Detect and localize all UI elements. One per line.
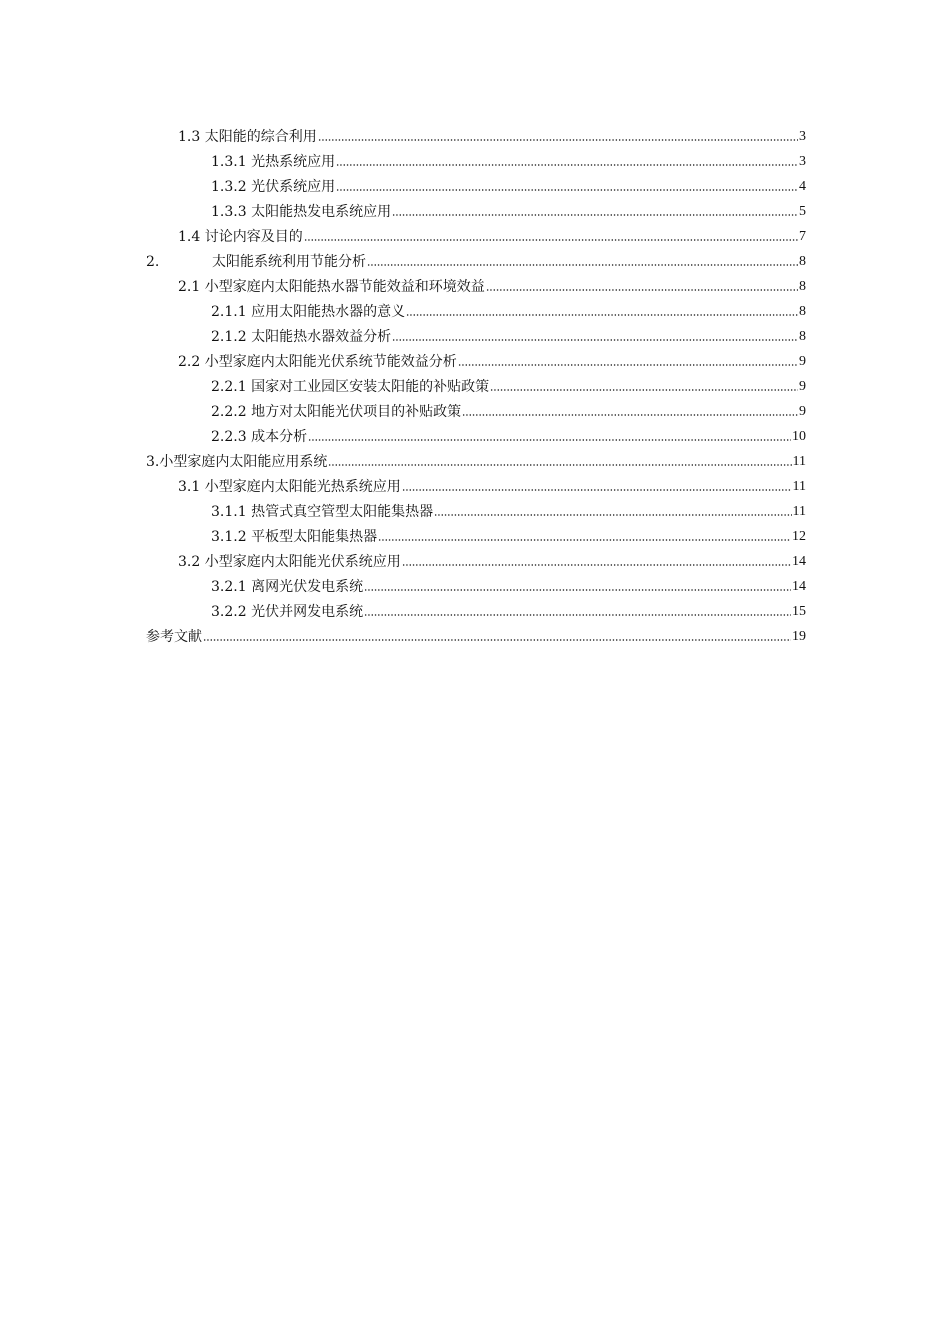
toc-dot-leader xyxy=(402,488,792,492)
toc-entry-title xyxy=(211,403,461,421)
toc-entry[interactable] xyxy=(146,249,806,271)
toc-entry-number: 3.2 xyxy=(178,554,201,570)
toc-dot-leader xyxy=(406,313,798,317)
toc-dot-leader xyxy=(336,163,798,167)
toc-dot-leader xyxy=(486,288,798,292)
toc-entry-number: 3.2.1 xyxy=(211,579,247,595)
toc-page-number: 8 xyxy=(799,279,806,294)
toc-dot-leader xyxy=(392,213,798,217)
toc-entry-text: 参考文献 xyxy=(146,629,202,645)
toc-page-number: 9 xyxy=(799,404,806,419)
toc-entry[interactable] xyxy=(211,324,806,346)
toc-entry-text: 小型家庭内太阳能光热系统应用 xyxy=(204,479,401,495)
toc-page-number: 8 xyxy=(799,329,806,344)
toc-page-number: 19 xyxy=(792,629,806,644)
toc-dot-leader xyxy=(328,463,791,467)
toc-entry-number: 3.1.2 xyxy=(211,529,247,545)
toc-page-number: 11 xyxy=(792,504,806,519)
toc-dot-leader xyxy=(378,538,791,542)
toc-entry-number: 2.2 xyxy=(178,354,201,370)
toc-entry-text: 讨论内容及目的 xyxy=(204,229,303,245)
toc-entry-text: 光伏并网发电系统 xyxy=(251,604,364,620)
toc-dot-leader xyxy=(364,588,791,592)
toc-entry-text: 光热系统应用 xyxy=(251,154,336,170)
toc-entry-text: 小型家庭内太阳能光伏系统应用 xyxy=(204,554,401,570)
toc-entry[interactable] xyxy=(211,199,806,221)
toc-entry-title xyxy=(178,353,457,371)
toc-entry-title xyxy=(211,178,335,196)
toc-entry-number: 1.3 xyxy=(178,129,201,145)
toc-page-number: 10 xyxy=(792,429,806,444)
toc-entry-text: 太阳能热水器效益分析 xyxy=(251,329,392,345)
toc-entry[interactable] xyxy=(211,374,806,396)
toc-entry[interactable] xyxy=(178,349,806,371)
toc-entry[interactable] xyxy=(146,624,806,646)
toc-entry-number: 2.1.2 xyxy=(211,329,247,345)
toc-page-number: 9 xyxy=(799,354,806,369)
toc-entry-text: 太阳能热发电系统应用 xyxy=(251,204,392,220)
toc-entry[interactable] xyxy=(211,399,806,421)
toc-entry-title xyxy=(178,478,401,496)
toc-dot-leader xyxy=(203,638,791,642)
toc-entry-number: 3.1 xyxy=(178,479,201,495)
toc-page-number: 3 xyxy=(799,129,806,144)
toc-entry-text: 离网光伏发电系统 xyxy=(251,579,364,595)
toc-page-number: 7 xyxy=(799,229,806,244)
toc-entry-text: 热管式真空管型太阳能集热器 xyxy=(251,504,434,520)
toc-page-number: 4 xyxy=(799,179,806,194)
toc-page-number: 3 xyxy=(799,154,806,169)
toc-entry-number: 3.2.2 xyxy=(211,604,247,620)
toc-entry-text: 成本分析 xyxy=(251,429,308,445)
toc-entry[interactable] xyxy=(211,174,806,196)
toc-entry-number: 1.3.3 xyxy=(211,204,247,220)
toc-entry-title xyxy=(146,253,366,271)
toc-dot-leader xyxy=(367,263,798,267)
toc-page-number: 8 xyxy=(799,304,806,319)
toc-entry-number: 2.2.2 xyxy=(211,404,247,420)
toc-entry-number: 3.1.1 xyxy=(211,504,247,520)
toc-dot-leader xyxy=(458,363,798,367)
toc-entry-text: 小型家庭内太阳能热水器节能效益和环境效益 xyxy=(204,279,485,295)
toc-entry[interactable] xyxy=(211,499,806,521)
toc-entry-title xyxy=(178,228,303,246)
toc-entry-title xyxy=(211,303,405,321)
toc-entry[interactable] xyxy=(211,524,806,546)
toc-entry[interactable] xyxy=(211,149,806,171)
toc-dot-leader xyxy=(364,613,791,617)
toc-entry-number: 3. xyxy=(146,454,160,470)
toc-entry-text: 太阳能系统利用节能分析 xyxy=(212,254,366,270)
toc-dot-leader xyxy=(490,388,798,392)
toc-entry-title xyxy=(211,328,391,346)
toc-entry-number: 2.1 xyxy=(178,279,201,295)
toc-dot-leader xyxy=(304,238,798,242)
toc-entry[interactable] xyxy=(178,474,806,496)
toc-page-number: 9 xyxy=(799,379,806,394)
toc-entry-title xyxy=(211,153,335,171)
toc-entry-title xyxy=(211,578,363,596)
toc-dot-leader xyxy=(336,188,798,192)
toc-entry-title xyxy=(211,378,489,396)
toc-page-number: 5 xyxy=(799,204,806,219)
toc-page-number: 15 xyxy=(792,604,806,619)
toc-entry-number: 2.1.1 xyxy=(211,304,247,320)
toc-entry-title xyxy=(211,603,363,621)
toc-entry-text: 地方对太阳能光伏项目的补贴政策 xyxy=(251,404,462,420)
toc-page-number: 12 xyxy=(792,529,806,544)
toc-entry-title xyxy=(211,503,433,521)
toc-page-number: 11 xyxy=(792,479,806,494)
toc-page-number: 11 xyxy=(792,454,806,469)
toc-entry[interactable] xyxy=(178,549,806,571)
toc-entry-title xyxy=(178,128,317,146)
toc-page-number: 8 xyxy=(799,254,806,269)
toc-entry[interactable] xyxy=(178,124,806,146)
toc-entry-number: 1.4 xyxy=(178,229,201,245)
toc-entry[interactable] xyxy=(178,274,806,296)
toc-entry-text: 平板型太阳能集热器 xyxy=(251,529,378,545)
toc-entry[interactable] xyxy=(211,574,806,596)
toc-dot-leader xyxy=(434,513,791,517)
toc-entry-text: 小型家庭内太阳能光伏系统节能效益分析 xyxy=(204,354,457,370)
toc-entry-title xyxy=(211,428,307,446)
toc-entry-title xyxy=(178,553,401,571)
toc-entry[interactable] xyxy=(146,449,806,471)
toc-entry-text: 国家对工业园区安装太阳能的补贴政策 xyxy=(251,379,490,395)
toc-entry[interactable] xyxy=(178,224,806,246)
toc-entry[interactable] xyxy=(211,424,806,446)
toc-entry[interactable] xyxy=(211,299,806,321)
toc-entry-number: 1.3.1 xyxy=(211,154,247,170)
toc-dot-leader xyxy=(462,413,798,417)
toc-page-number: 14 xyxy=(792,554,806,569)
toc-entry-number: 2.2.1 xyxy=(211,379,247,395)
toc-entry-title xyxy=(211,203,391,221)
toc-dot-leader xyxy=(308,438,791,442)
toc-entry-text: 太阳能的综合利用 xyxy=(204,129,317,145)
toc-entry-title xyxy=(146,628,202,646)
toc-entry-number: 1.3.2 xyxy=(211,179,247,195)
toc-dot-leader xyxy=(318,138,798,142)
toc-entry-text: 光伏系统应用 xyxy=(251,179,336,195)
toc-entry-number: 2.2.3 xyxy=(211,429,247,445)
toc-page-number: 14 xyxy=(792,579,806,594)
toc-entry-title xyxy=(211,528,377,546)
toc-entry-title xyxy=(146,453,327,471)
toc-entry-text: 小型家庭内太阳能应用系统 xyxy=(159,454,328,470)
toc-entry-text: 应用太阳能热水器的意义 xyxy=(251,304,406,320)
toc-entry[interactable] xyxy=(211,599,806,621)
toc-dot-leader xyxy=(402,563,791,567)
toc-entry-title xyxy=(178,278,485,296)
toc-entry-number: 2. xyxy=(146,254,160,270)
toc-dot-leader xyxy=(392,338,798,342)
